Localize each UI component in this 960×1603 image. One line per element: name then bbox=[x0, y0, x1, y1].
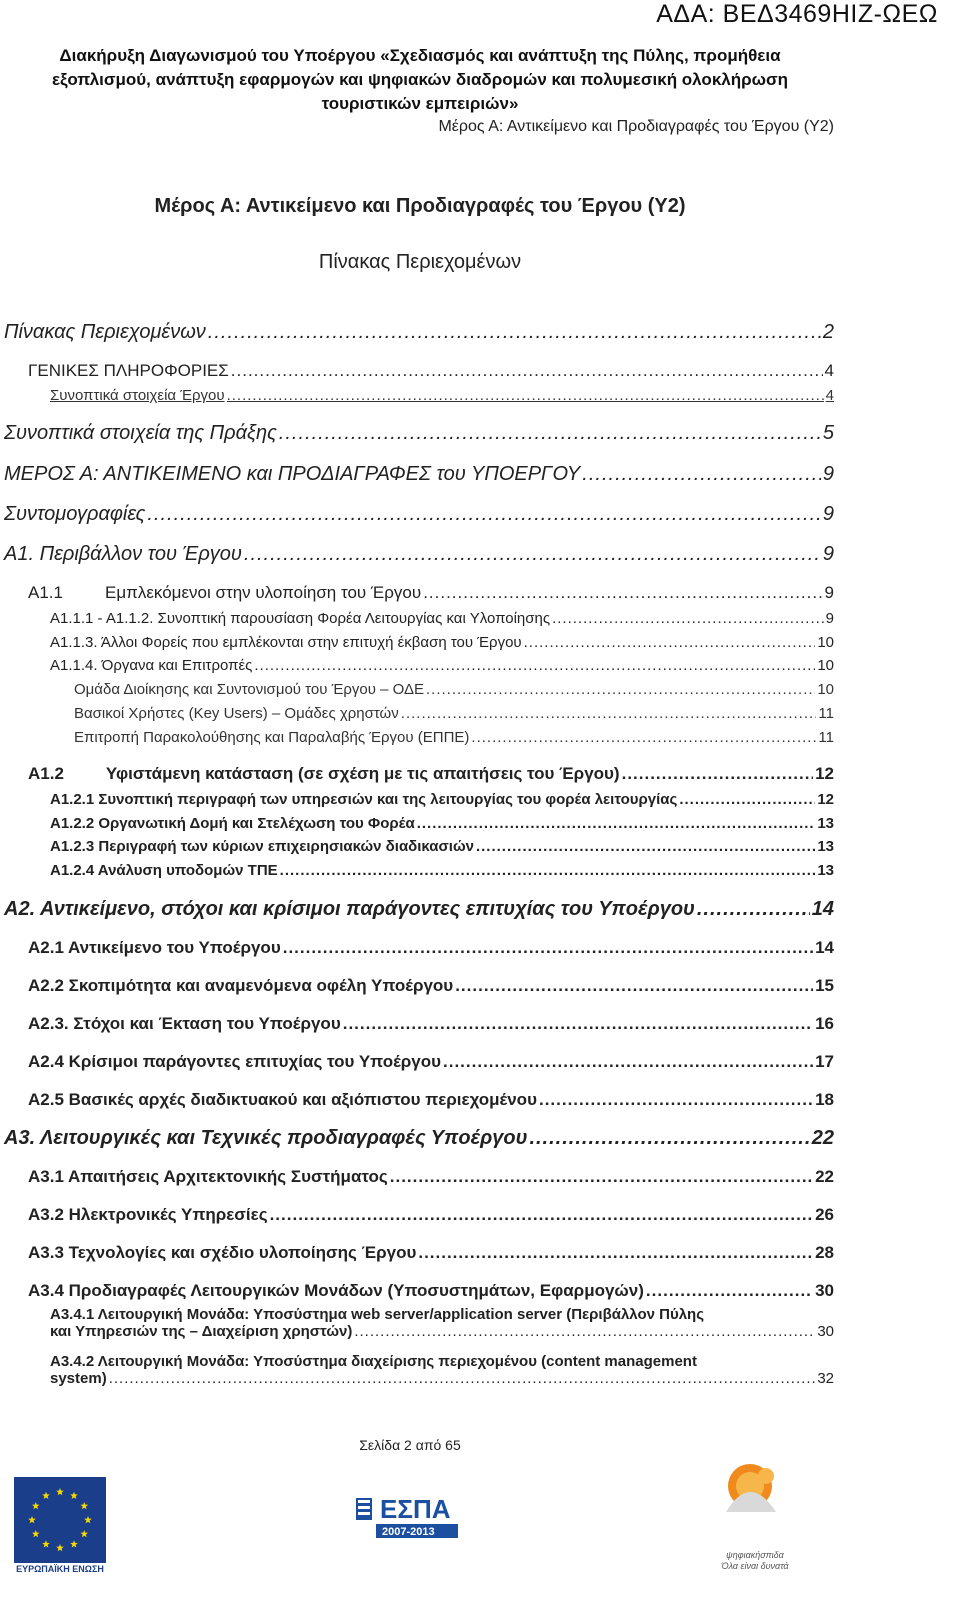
digital-aspida-caption: ψηφιακήσπιδα Όλα είναι δυνατά bbox=[721, 1550, 789, 1571]
toc-entry[interactable]: Α1.1.3. Άλλοι Φορείς που εμπλέκονται στην επιτυχή έκβαση του Έργου ..... 10 bbox=[50, 634, 834, 651]
espa-logo bbox=[356, 1484, 460, 1544]
header-line-2: εξοπλισμού, ανάπτυξη εφαρμογών και ψηφιακών διαδρομών και πολυμεσική ολοκλήρωση bbox=[51, 70, 789, 89]
toc-entry[interactable]: Α3.1 Απαιτήσεις Αρχιτεκτονικής Συστήματος ..... 22 bbox=[28, 1167, 834, 1187]
espa-years: 2007-2013 bbox=[382, 1526, 435, 1538]
espa-text: ΕΣΠΑ bbox=[380, 1494, 451, 1524]
page-footer: Σελίδα 2 από 65 bbox=[359, 1437, 461, 1453]
toc-entry[interactable]: Α2.3. Στόχοι και Έκταση του Υποέργου ..... 16 bbox=[28, 1014, 834, 1034]
toc-entry[interactable]: ΜΕΡΟΣ Α: ΑΝΤΙΚΕΙΜΕΝΟ και ΠΡΟΔΙΑΓΡΑΦΕΣ του ΥΠΟΕΡΓΟΥ ..... 9 bbox=[4, 463, 834, 486]
toc-entry[interactable]: Α1.1 Εμπλεκόμενοι στην υλοποίηση του Έργου ..... 9 bbox=[28, 583, 834, 603]
toc-entry[interactable]: Βασικοί Χρήστες (Key Users) – Ομάδες χρηστών ..... 11 bbox=[74, 705, 834, 722]
toc-entry[interactable]: Α1.2.1 Συνοπτική περιγραφή των υπηρεσιών και της λειτουργίας του φορέα λειτουργίας ..... 12 bbox=[50, 791, 834, 808]
toc-entry[interactable]: Συνοπτικά στοιχεία της Πράξης ..... 5 bbox=[4, 422, 834, 445]
toc-entry[interactable]: Συντομογραφίες ..... 9 bbox=[4, 503, 834, 526]
toc-entry[interactable]: Α2.4 Κρίσιμοι παράγοντες επιτυχίας του Υποέργου ..... 17 bbox=[28, 1052, 834, 1072]
toc-heading: Πίνακας Περιεχομένων bbox=[318, 251, 522, 273]
toc-entry[interactable]: Α1.1.4. Όργανα και Επιτροπές ..... 10 bbox=[50, 657, 834, 674]
document-title: Μέρος Α: Αντικείμενο και Προδιαγραφές του Έργου (Υ2) bbox=[154, 195, 686, 217]
toc-entry[interactable]: Α3.4.1 Λειτουργική Μονάδα: Υποσύστημα web server/application server (Περιβάλλον Πύλης και Υπηρεσιών της – Διαχείριση χρηστών) ..... 30 bbox=[50, 1306, 834, 1340]
ada-code: ΑΔΑ: ΒΕΔ3469ΗΙΖ-ΩΕΩ bbox=[656, 0, 938, 28]
eu-flag-logo bbox=[14, 1477, 106, 1563]
toc-entry[interactable]: Α3.3 Τεχνολογίες και σχέδιο υλοποίησης Έργου ..... 28 bbox=[28, 1243, 834, 1263]
toc-entry[interactable]: Συνοπτικά στοιχεία Έργου ..... 4 bbox=[50, 387, 834, 404]
toc-entry[interactable]: Α1.1.1 - Α1.1.2. Συνοπτική παρουσίαση Φορέα Λειτουργίας και Υλοποίησης ..... 9 bbox=[50, 610, 834, 627]
toc-entry[interactable]: Α2.1 Αντικείμενο του Υποέργου ..... 14 bbox=[28, 938, 834, 958]
header-line-1: Διακήρυξη Διαγωνισμού του Υποέργου «Σχεδιασμός και ανάπτυξη της Πύλης, προμήθεια bbox=[59, 46, 781, 65]
header-subtitle: Μέρος Α: Αντικείμενο και Προδιαγραφές του Έργου (Υ2) bbox=[438, 118, 834, 135]
eu-caption: ΕΥΡΩΠΑΪΚΗ ΕΝΩΣΗ bbox=[16, 1564, 104, 1574]
toc-entry[interactable]: Α1.2.4 Ανάλυση υποδομών ΤΠΕ ..... 13 bbox=[50, 862, 834, 879]
toc-entry[interactable]: Α2.5 Βασικές αρχές διαδικτυακού και αξιόπιστου περιεχομένου ..... 18 bbox=[28, 1090, 834, 1110]
toc-entry[interactable]: Α1. Περιβάλλον του Έργου ..... 9 bbox=[4, 543, 834, 566]
toc-entry[interactable]: Α3.2 Ηλεκτρονικές Υπηρεσίες ..... 26 bbox=[28, 1205, 834, 1225]
toc-entry[interactable]: Α3.4 Προδιαγραφές Λειτουργικών Μονάδων (Υποσυστημάτων, Εφαρμογών) ..... 30 bbox=[28, 1281, 834, 1301]
toc-entry[interactable]: Πίνακας Περιεχομένων ..... 2 bbox=[4, 321, 834, 344]
toc-entry[interactable]: Επιτροπή Παρακολούθησης και Παραλαβής Έργου (ΕΠΠΕ) ..... 11 bbox=[74, 729, 834, 746]
toc-entry[interactable]: Α1.2.2 Οργανωτική Δομή και Στελέχωση του Φορέα ..... 13 bbox=[50, 815, 834, 832]
toc-entry[interactable]: Α3. Λειτουργικές και Τεχνικές προδιαγραφές Υποέργου ..... 22 bbox=[4, 1127, 834, 1150]
toc-entry[interactable]: Α2. Αντικείμενο, στόχοι και κρίσιμοι παράγοντες επιτυχίας του Υποέργου ..... 14 bbox=[4, 898, 834, 921]
header-line-3: τουριστικών εμπειριών» bbox=[321, 94, 519, 113]
toc-entry[interactable]: Α3.4.2 Λειτουργική Μονάδα: Υποσύστημα διαχείρισης περιεχομένου (content management system) ..... 32 bbox=[50, 1353, 834, 1387]
toc-entry[interactable]: ΓΕΝΙΚΕΣ ΠΛΗΡΟΦΟΡΙΕΣ ..... 4 bbox=[28, 361, 834, 381]
toc-entry[interactable]: Α1.2 Υφιστάμενη κατάσταση (σε σχέση με τις απαιτήσεις του Έργου) ..... 12 bbox=[28, 764, 834, 784]
toc-entry[interactable]: Α1.2.3 Περιγραφή των κύριων επιχειρησιακών διαδικασιών ..... 13 bbox=[50, 838, 834, 855]
toc-entry[interactable]: Α2.2 Σκοπιμότητα και αναμενόμενα οφέλη Υποέργου ..... 15 bbox=[28, 976, 834, 996]
toc-entry[interactable]: Ομάδα Διοίκησης και Συντονισμού του Έργου – ΟΔΕ ..... 10 bbox=[74, 681, 834, 698]
